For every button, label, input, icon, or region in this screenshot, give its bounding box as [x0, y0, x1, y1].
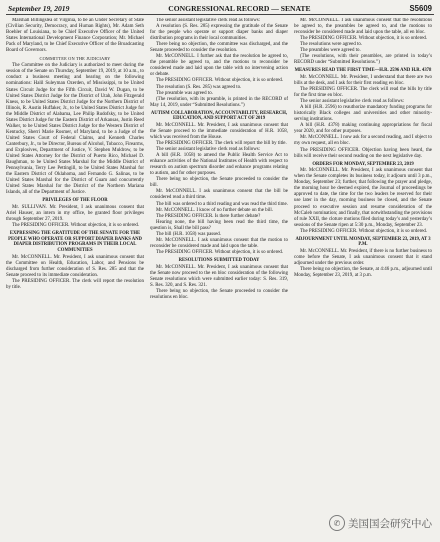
paragraph: (The resolution, with its preamble, is printed in the RECORD of May 14, 2019, under “Submitted Resolutions.”): [150, 96, 288, 108]
column-left: [6, 18, 144, 542]
paragraph: The preambles were agreed to.: [300, 48, 361, 54]
paragraph: The senior assistant legislative clerk read as follows:: [156, 147, 261, 153]
paragraph: (The resolutions, with their preambles, are printed in today’s RECORD under “Submitted Resolutions.”): [294, 54, 432, 66]
section-heading: AUTISM COLLABORATION, ACCOUNTABILITY, RESEARCH, EDUCATION, AND SUPPORT ACT OF 2019: [150, 110, 288, 122]
page-date: September 19, 2019: [8, 4, 70, 13]
paragraph: Mr. McCONNELL. Mr. President, I ask unanimous consent that when the Senate completes its business today, it adjourn until 3 p.m., Monday, September 23; further, that following the prayer and pledge, the morning hour be deemed expired, the Journal of proceedings be approved to date, the time for the two leaders be reserved for their use later in the day, morning business be closed, and the Senate proceed to executive session and resume consideration of the McCaleb nomination; and finally, that notwithstanding the provisions of rule XXII, the cloture motions filed during today’s and yesterday’s sessions of the Senate ripen at 5:30 p.m., Monday, September 23.: [294, 168, 432, 228]
paragraph: Hearing none, the bill having been read the third time, the question is, Shall the bill pass?: [150, 219, 288, 231]
paragraph: The PRESIDING OFFICER. The clerk will report the bill by title.: [156, 141, 287, 147]
paragraph: The senior assistant legislative clerk read as follows:: [156, 18, 261, 23]
paragraph: The preamble was agreed to.: [156, 90, 213, 96]
paragraph: The PRESIDING OFFICER. Without objection, it is so ordered.: [300, 228, 428, 234]
column-middle: [150, 18, 288, 542]
paragraph: Mr. McCONNELL. I ask unanimous consent that the resolutions be agreed to, the preambles be agreed to, and the motions to reconsider be considered made and laid upon the table, all en bloc.: [294, 18, 432, 36]
source-watermark: [325, 513, 436, 533]
paragraph: A bill (H.R. 4378) making continuing appropriations for fiscal year 2020, and for other purposes.: [294, 123, 432, 135]
paragraph: There being no objection, the Senate proceeded to consider the resolutions en bloc.: [150, 288, 288, 300]
paragraph: The PRESIDING OFFICER. Without objection, it is so ordered.: [12, 223, 140, 229]
paragraph: A bill (H.R. 1058) to amend the Public Health Service Act to enhance activities of the National Institutes of Health with respect to research on autism spectrum disorder and enhance programs relating to autism, and for other purposes.: [150, 153, 288, 177]
paragraph: Mr. McCONNELL. Mr. President, I understand that there are two bills at the desk, and I ask for their first reading en bloc.: [294, 74, 432, 87]
wechat-channel-icon: ✆: [329, 515, 345, 531]
subsection-heading: COMMITTEE ON THE JUDICIARY: [39, 56, 111, 62]
paragraph: The PRESIDING OFFICER. The clerk will report the resolution by title.: [6, 278, 144, 290]
paragraph: The bill (H.R. 1058) was passed.: [156, 231, 221, 237]
publication-title: CONGRESSIONAL RECORD — SENATE: [168, 4, 311, 13]
paragraph: The bill was ordered to a third reading and was read the third time.: [156, 201, 288, 207]
paragraph: Mr. McCONNELL. I further ask that the resolution be agreed to, the preamble be agreed to, and the motions to reconsider be considered made and laid upon the table with no intervening action or debate.: [150, 54, 288, 78]
paragraph: Mr. McCONNELL. Mr. President, I ask unanimous consent that the Committee on Health, Education, Labor, and Pensions be discharged from further consideration of S. Res. 285 and that the Senate proceed to its immediate consideration.: [6, 254, 144, 278]
paragraph: The PRESIDING OFFICER. Without objection, it is so ordered.: [156, 249, 284, 255]
paragraph: A bill (H.R. 2596) to reauthorize mandatory funding programs for historically Black colleges and universities and other minority-serving institutions.: [294, 105, 432, 123]
paragraph: Mr. McCONNELL. I know of no further debate on the bill.: [156, 207, 273, 213]
paragraph: The senior assistant legislative clerk read as follows:: [300, 99, 405, 105]
paragraph: Mr. McCONNELL. I ask unanimous consent that the motion to reconsider be considered made and laid upon the table.: [150, 237, 288, 249]
paragraph: The PRESIDING OFFICER. Without objection, it is so ordered.: [156, 78, 284, 84]
column-right: [294, 18, 432, 542]
paragraph: Mr. SULLIVAN. Mr. President, I ask unanimous consent that Ariel Hauser, an intern in my office, be granted floor privileges through September 27, 2019.: [6, 204, 144, 223]
section-heading: PRIVILEGES OF THE FLOOR: [42, 198, 108, 204]
text-columns: [6, 18, 434, 542]
section-heading: ADJOURNMENT UNTIL MONDAY, SEPTEMBER 23, 2019, AT 3 P.M.: [295, 236, 431, 248]
paragraph: The PRESIDING OFFICER. Without objection, it is so ordered.: [300, 36, 428, 42]
paragraph: Mr. McCONNELL. Mr. President, I ask unanimous consent that the Senate now proceed to the en bloc consideration of the following Senate resolutions which were submitted earlier today: S. Res. 319, S. Res. 320, and S. Res. 321.: [150, 264, 288, 288]
watermark-text: 美国国会研究中心: [348, 517, 432, 530]
page-number: S5609: [409, 4, 432, 13]
paragraph: Mr. McCONNELL. I now ask for a second reading, and I object to my own request, all en bloc.: [294, 135, 432, 147]
paragraph: Mr. McCONNELL. Mr. President, I ask unanimous consent that the Senate proceed to the immediate consideration of H.R. 1058, which was received from the House.: [150, 122, 288, 140]
paragraph: The PRESIDING OFFICER. The clerk will read the bills by title for the first time en bloc.: [294, 87, 432, 99]
paragraph: The Committee on the Judiciary is authorized to meet during the session of the Senate on Thursday, September 19, 2019, at 10 a.m., to conduct a business meeting and hearing on the following nominations: Halil Suleyman Ozerden, of Mississippi, to be United States Circuit Judge for the Fifth Circuit, David W. Dugan, to be United States District Judge for the District of Utah, John Fitzgerald Kness, to be United States District Judge for the Northern District of Illinois, R. Austin Huffaker, Jr., to be United States District Judge for the Middle District of Alabama, Lee Philip Rudofsky, to be United States District Judge for the Eastern District of Arkansas, Justin Reed Walker, to be United States District Judge for the Western District of Kentucky, Sherri Marie Rosmer, of Maryland, to be a Judge of the United States Court of Federal Claims, and Kenneth Charles Canterbury, Jr., to be Director, Bureau of Alcohol, Tobacco, Firearms, and Explosives, Department of Justice, V. Stephen Muldrow, to be United States Attorney for the District of Puerto Rico, Michael D. Baughman, to be United States Marshal for the Middle District of Pennsylvania, Terry Lee Pettingill, to be United States Marshal for the Eastern District of Oklahoma, and Fernando G. Salinas, to be United States Marshal for the District of Guam and concurrently United States Marshal for the District of the Northern Mariana Islands, all of the Department of Justice.: [6, 63, 144, 196]
paragraph: A resolution (S. Res. 285) expressing the gratitude of the Senate for the people who operate or support diaper banks and diaper distribution programs in their local communities.: [150, 24, 288, 42]
paragraph: Mr. McCONNELL. I ask unanimous consent that the bill be considered read a third time.: [150, 189, 288, 201]
paragraph: Marshall Billingslea of Virginia, to be an Under Secretary of State (Civilian Security, Democracy, and Human Rights), Mr. Adam Seth Boehler of Louisiana, to be Chief Executive Officer of the United States International Development Finance Corporation; Mr. Michael Pack of Maryland, to be Chief Executive Officer of the Broadcasting Board of Governors.: [6, 18, 144, 54]
section-heading: RESOLUTIONS SUBMITTED TODAY: [178, 257, 260, 263]
paragraph: Mr. McCONNELL. Mr. President, if there is no further business to come before the Senate, I ask unanimous consent that it stand adjourned under the previous order.: [294, 248, 432, 267]
paragraph: The resolution (S. Res. 285) was agreed to.: [156, 84, 242, 90]
paragraph: There being no objection, the Senate proceeded to consider the bill.: [150, 177, 288, 189]
paragraph: The resolutions were agreed to.: [300, 42, 363, 48]
paragraph: There being no objection, the Senate, at 4:46 p.m., adjourned until Monday, September 23, 2019, at 3 p.m.: [294, 267, 432, 279]
paragraph: The PRESIDING OFFICER. Is there further debate?: [156, 213, 261, 219]
section-heading: MEASURES READ THE FIRST TIME—H.R. 2596 AND H.R. 4378: [294, 68, 432, 74]
page-masthead: [6, 4, 434, 15]
paragraph: The PRESIDING OFFICER. Objection having been heard, the bills will receive their second reading on the next legislative day.: [294, 147, 432, 159]
paragraph: There being no objection, the committee was discharged, and the Senate proceeded to consider the resolution.: [150, 42, 288, 54]
section-heading: ORDERS FOR MONDAY, SEPTEMBER 23, 2019: [312, 161, 414, 167]
section-heading: EXPRESSING THE GRATITUDE OF THE SENATE FOR THE PEOPLE WHO OPERATE OR SUPPORT DIAPER BANKS AND DIAPER DISTRIBUTION PROGRAMS IN THEIR LOCAL COMMUNITIES: [8, 231, 142, 253]
